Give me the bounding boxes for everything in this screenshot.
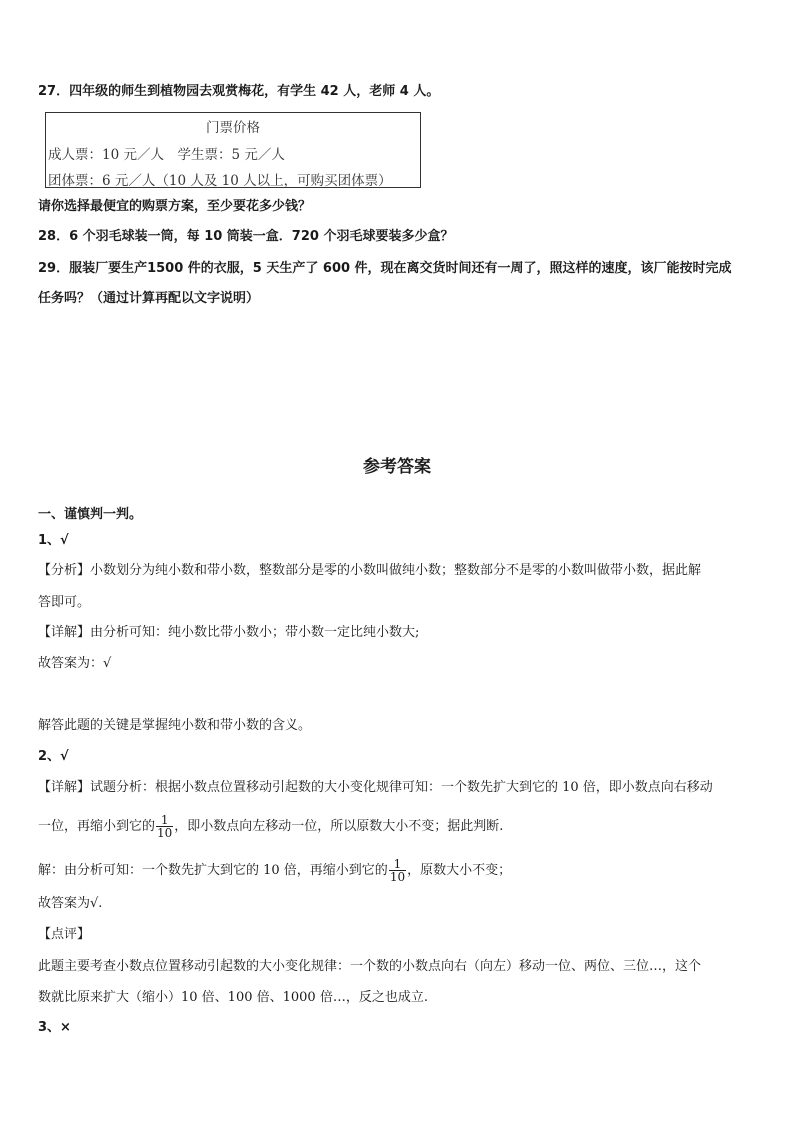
section-1-heading: 一、谨慎判一判。 bbox=[38, 507, 143, 522]
ticket-price-table bbox=[45, 112, 421, 188]
answer-2-solve bbox=[38, 858, 511, 883]
ticket-price-row-2: 团体票：6 元／人（10 人及 10 人以上，可购买团体票） bbox=[48, 173, 392, 189]
answer-2-result: 故答案为√. bbox=[38, 896, 103, 911]
fraction-denominator: 10 bbox=[157, 826, 173, 840]
fraction-numerator: 1 bbox=[389, 858, 406, 871]
question-29-line2: 任务吗？（通过计算再配以文字说明） bbox=[38, 291, 260, 306]
answer-1-detail: 【详解】由分析可知：纯小数比带小数小；带小数一定比纯小数大; bbox=[38, 625, 420, 640]
question-28: 28．6 个羽毛球装一筒，每 10 筒装一盒．720 个羽毛球要装多少盒？ bbox=[38, 229, 454, 244]
question-27-ask: 请你选择最便宜的购票方案，至少要花多少钱？ bbox=[38, 199, 312, 214]
answer-2-label: 2、√ bbox=[38, 749, 69, 764]
answer-2-detail-1: 【详解】试题分析：根据小数点位置移动引起数的大小变化规律可知：一个数先扩大到它的 10 倍，即小数点向右移动 bbox=[38, 780, 713, 795]
answer-1-result: 故答案为：√ bbox=[38, 656, 112, 671]
answer-2-detail-2a: 一位，再缩小到它的 bbox=[38, 819, 156, 834]
answer-1-analysis-2: 答即可。 bbox=[38, 595, 91, 610]
question-29-line1: 29．服装厂要生产1500 件的衣服，5 天生产了 600 件，现在离交货时间还有一周了，照这样的速度，该厂能按时完成 bbox=[38, 261, 732, 276]
answer-2-detail-2 bbox=[38, 814, 503, 839]
answer-2-comment-label: 【点评】 bbox=[38, 927, 91, 942]
fraction-one-tenth bbox=[389, 858, 406, 883]
ticket-price-row-1: 成人票：10 元／人 学生票：5 元／人 bbox=[48, 147, 285, 163]
answer-3-label: 3、× bbox=[38, 1020, 71, 1035]
ticket-price-title: 门票价格 bbox=[206, 120, 260, 136]
answer-1-analysis-1: 【分析】小数划分为纯小数和带小数，整数部分是零的小数叫做纯小数；整数部分不是零的小数叫做带小数，据此解 bbox=[38, 563, 702, 578]
answer-title: 参考答案 bbox=[363, 457, 431, 477]
fraction-denominator: 10 bbox=[389, 870, 406, 884]
answer-2-solve-b: ，原数大小不变； bbox=[407, 863, 512, 878]
answer-2-solve-a: 解：由分析可知：一个数先扩大到它的 10 倍，再缩小到它的 bbox=[38, 863, 388, 878]
answer-2-comment-2: 数就比原来扩大（缩小）10 倍、100 倍、1000 倍…，反之也成立. bbox=[38, 990, 428, 1005]
question-27: 27．四年级的师生到植物园去观赏梅花，有学生 42 人，老师 4 人。 bbox=[38, 84, 440, 99]
fraction-numerator: 1 bbox=[156, 814, 173, 827]
answer-2-comment-1: 此题主要考查小数点位置移动引起数的大小变化规律：一个数的小数点向右（向左）移动一位、两位、三位…，这个 bbox=[38, 959, 702, 974]
answer-1-label: 1、√ bbox=[38, 533, 69, 548]
fraction-one-tenth bbox=[156, 814, 173, 839]
answer-2-detail-2b: ，即小数点向左移动一位，所以原数大小不变；据此判断. bbox=[174, 819, 504, 834]
answer-1-note: 解答此题的关键是掌握纯小数和带小数的含义。 bbox=[38, 718, 312, 733]
